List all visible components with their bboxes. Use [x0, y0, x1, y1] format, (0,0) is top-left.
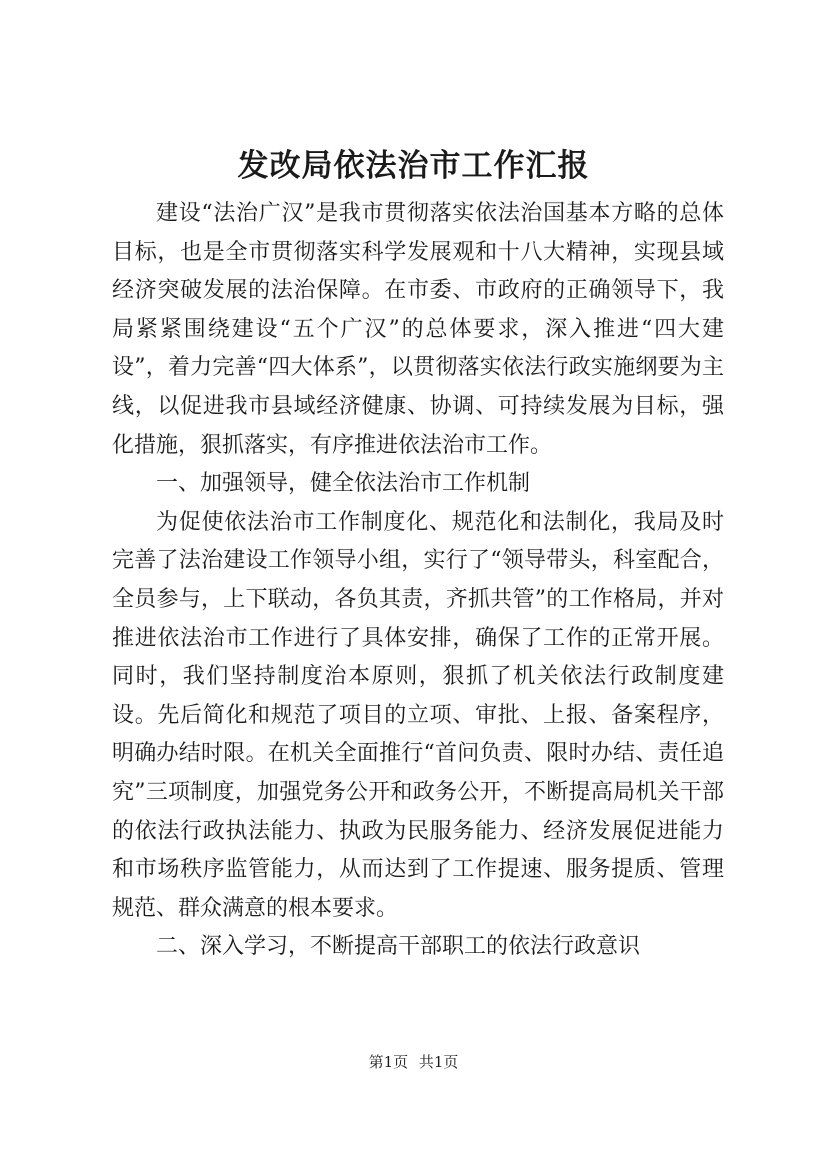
page-footer: [0, 1050, 827, 1074]
page-number: 第1页: [368, 1053, 409, 1071]
section-heading-2: 二、深入学习，不断提高干部职工的依法行政意识: [156, 934, 641, 960]
document-body: [112, 195, 724, 967]
section-heading-1: 一、加强领导，健全依法治市工作机制: [156, 471, 531, 497]
document-title: 发改局依法治市工作汇报: [237, 148, 590, 184]
section-1-paragraph: 为促使依法治市工作制度化、规范化和法制化，我局及时完善了法治建设工作领导小组，实行了“领导带头，科室配合，全员参与，上下联动，各负其责，齐抓共管”的工作格局，并对推进依法治市工作进行了具体安排，确保了工作的正常开展。同时，我们坚持制度治本原则，狠抓了机关依法行政制度建设。先后简化和规范了项目的立项、审批、上报、备案程序，明确办结时限。在机关全面推行“首问负责、限时办结、责任追究”三项制度，加强党务公开和政务公开，不断提高局机关干部的依法行政执法能力、执政为民服务能力、经济发展促进能力和市场秩序监管能力，从而达到了工作提速、服务提质、管理规范、群众满意的根本要求。: [112, 509, 724, 921]
intro-paragraph: 建设“法治广汉”是我市贯彻落实依法治国基本方略的总体目标，也是全市贯彻落实科学发展观和十八大精神，实现县域经济突破发展的法治保障。在市委、市政府的正确领导下，我局紧紧围绕建设“五个广汉”的总体要求，深入推进“四大建设”，着力完善“四大体系”，以贯彻落实依法行政实施纲要为主线，以促进我市县域经济健康、协调、可持续发展为目标，强化措施，狠抓落实，有序推进依法治市工作。: [112, 201, 724, 458]
page-total: 共1页: [418, 1053, 459, 1071]
